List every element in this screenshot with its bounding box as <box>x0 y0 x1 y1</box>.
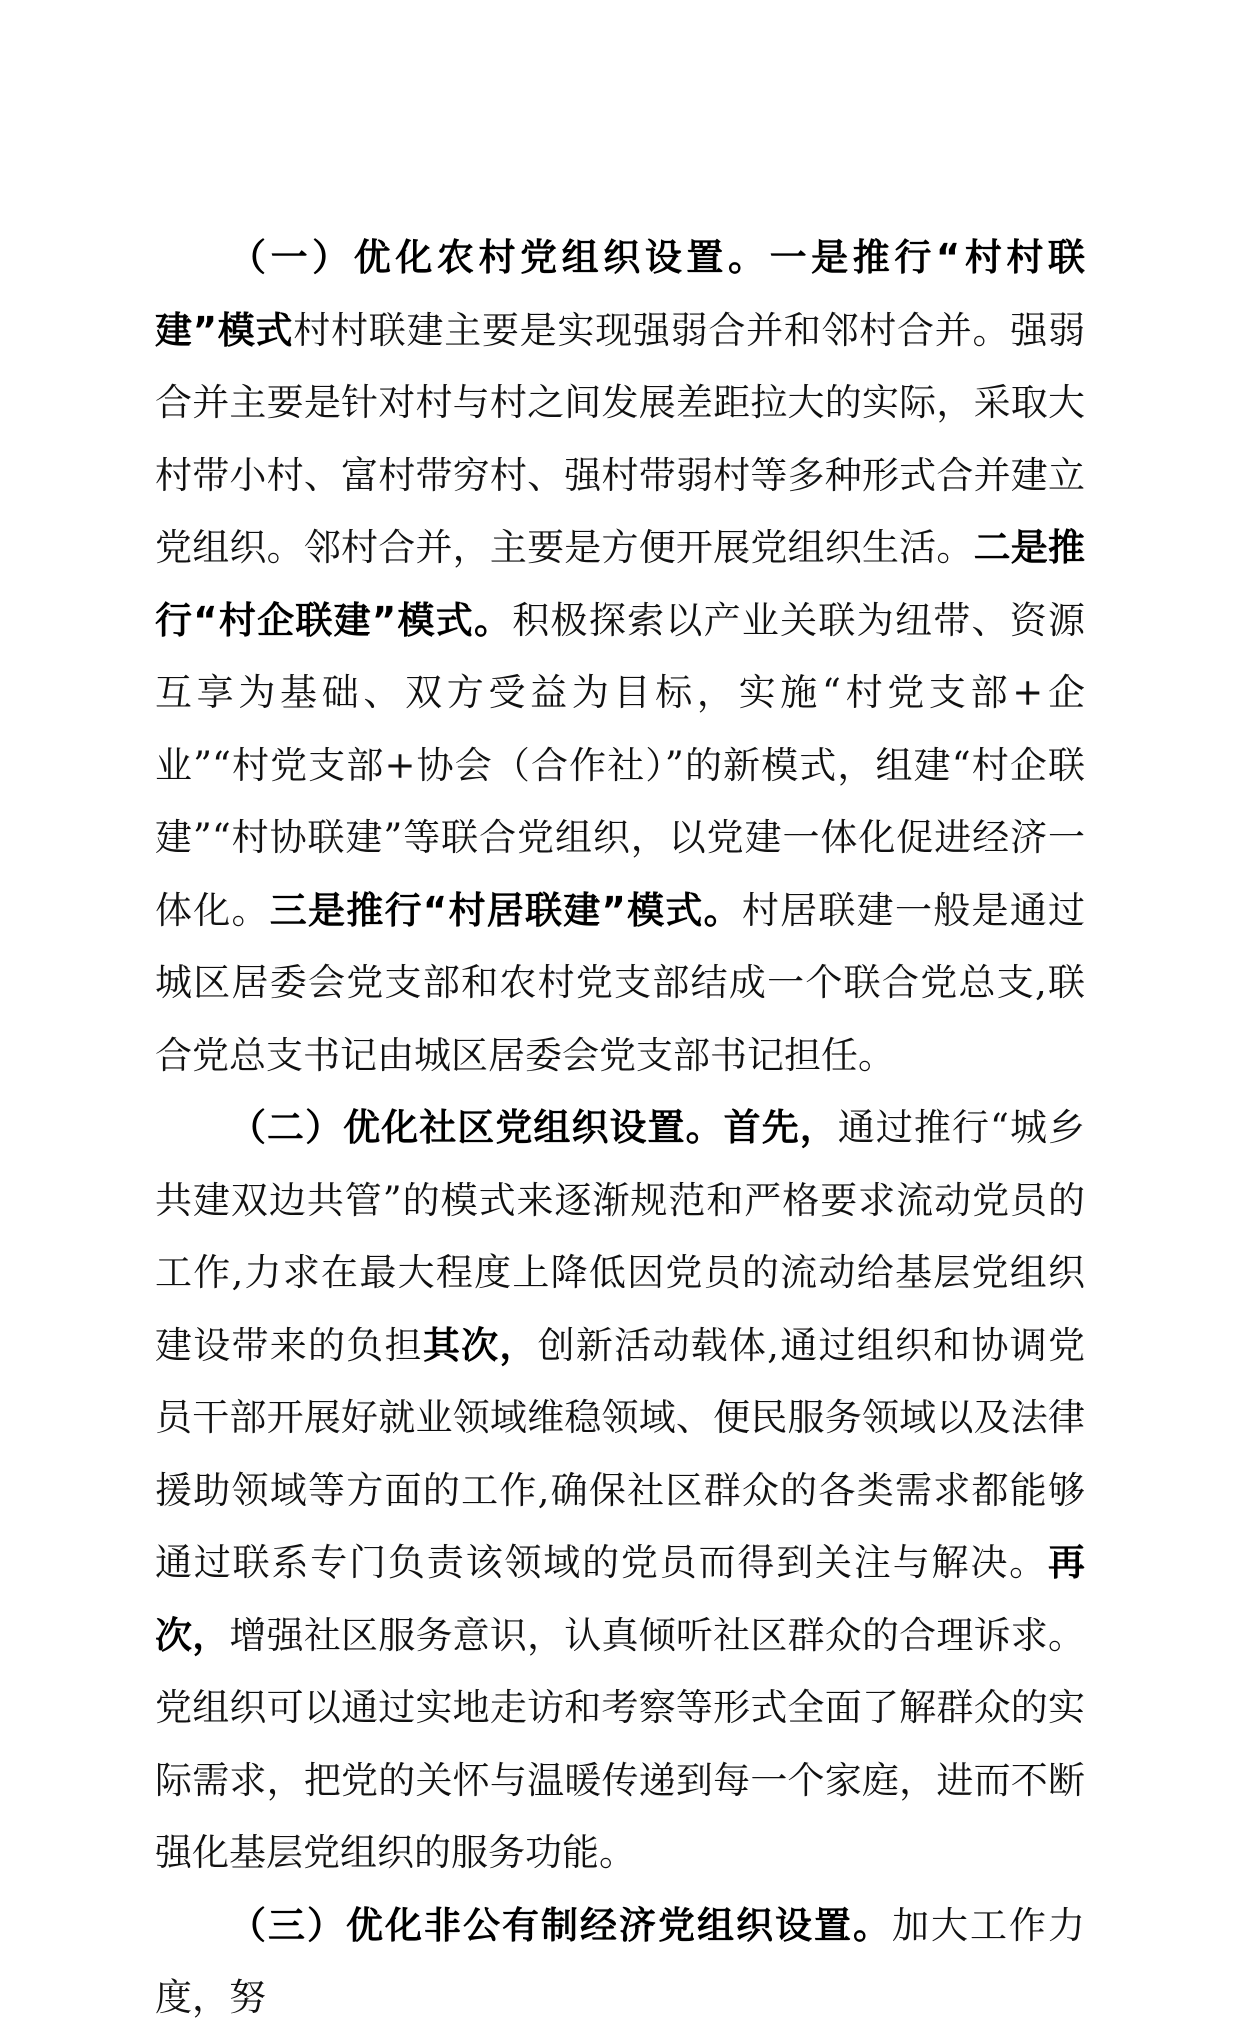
point-one-village-village: 一是推行“村村联建”模式 <box>155 236 1085 352</box>
point-three-village-residence: 三是推行“村居联建”模式。 <box>269 888 742 932</box>
document-page <box>155 222 1085 2035</box>
body-text: 通过推行“城乡共建双边共管”的模式来逐渐规范和严格要求流动党员的工作,力求在最大程度上降低因党员的流动给基层党组织建设带来的负担 <box>155 1106 1086 1367</box>
point-two-village-enterprise: 二是推行“村企联建”模式。 <box>155 526 1086 642</box>
point-third: 再次， <box>155 1541 1085 1657</box>
section-heading-community: （二）优化社区党组织设置。 <box>229 1106 724 1149</box>
body-text: 增强社区服务意识，认真倾听社区群众的合理诉求。党组织可以通过实地走访和考察等形式全面了解群众的实际需求，把党的关怀与温暖传递到每一个家庭，进而不断强化基层党组织的服务功能。 <box>155 1613 1086 1874</box>
body-text: 加大工作力度，努 <box>155 1903 1085 2019</box>
point-first: 首先， <box>723 1106 838 1149</box>
body-text: 村村联建主要是实现强弱合并和邻村合并。强弱合并主要是针对村与村之间发展差距拉大的实际，采取大村带小村、富村带穷村、强村带弱村等多种形式合并建立党组织。邻村合并，主要是方便开展党组织生活。 <box>155 308 1085 569</box>
paragraph-community-party-organization <box>155 1092 1085 1890</box>
paragraph-rural-party-organization <box>155 222 1085 1092</box>
paragraph-non-public-party-organization <box>155 1890 1085 2035</box>
section-heading-non-public: （三）优化非公有制经济党组织设置。 <box>229 1903 892 1947</box>
section-heading-rural: （一）优化农村党组织设置。 <box>229 236 770 279</box>
body-text: 村居联建一般是通过城区居委会党支部和农村党支部结成一个联合党总支,联合党总支书记由城区居委会党支部书记担任。 <box>155 888 1086 1077</box>
body-text: 积极探索以产业关联为纽带、资源互享为基础、双方受益为目标，实施“村党支部+企业”“村党支部+协会（合作社）”的新模式，组建“村企联建”“村协联建”等联合党组织，以党建一体化促进经济一体化。 <box>155 598 1086 932</box>
point-second: 其次， <box>422 1323 538 1367</box>
body-text: 创新活动载体,通过组织和协调党员干部开展好就业领域维稳领域、便民服务领域以及法律援助领域等方面的工作,确保社区群众的各类需求都能够通过联系专门负责该领域的党员而得到关注与解决。 <box>155 1323 1086 1584</box>
